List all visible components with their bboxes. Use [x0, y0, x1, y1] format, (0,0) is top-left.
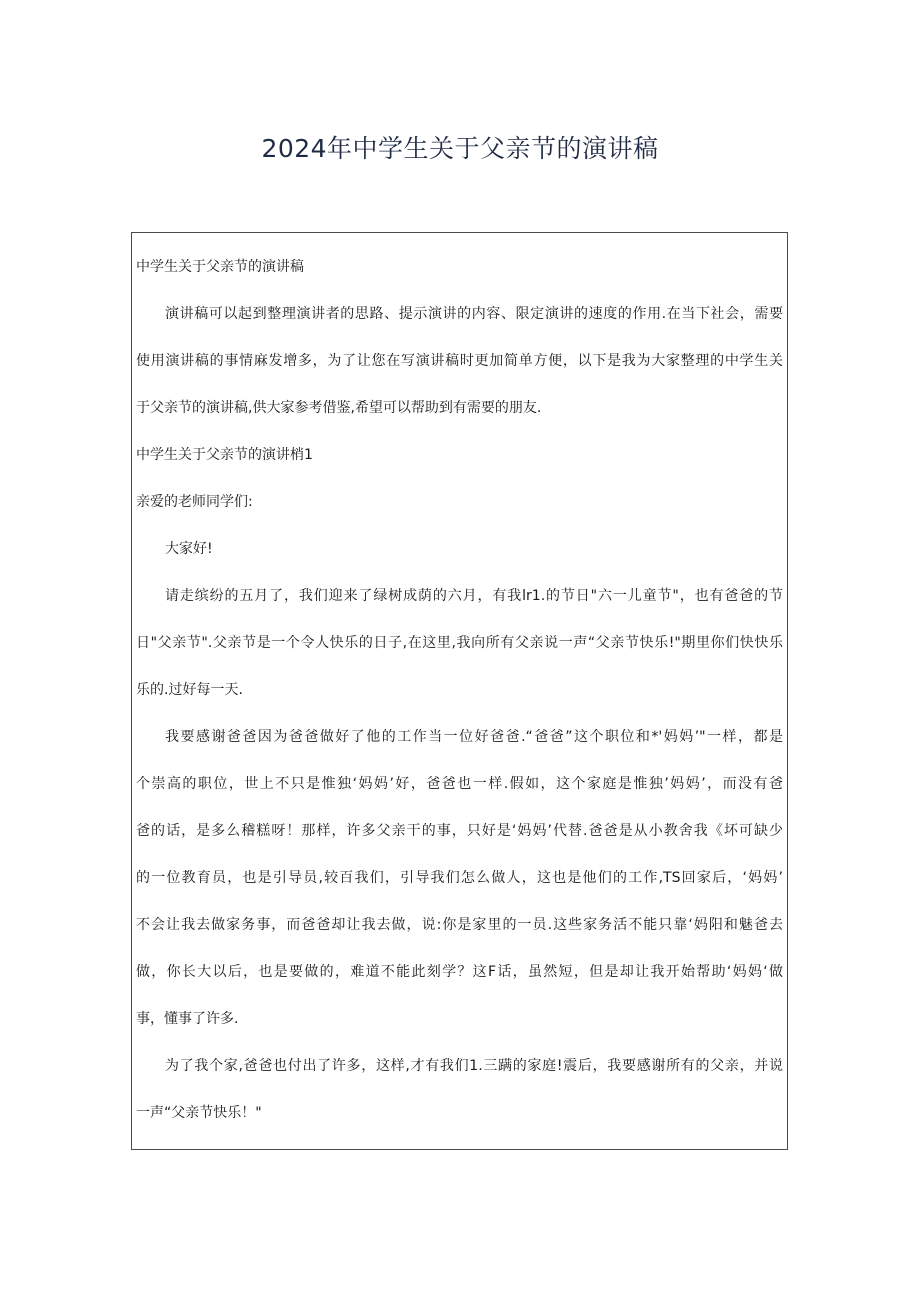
para1-line: 乐的.过好每一天. [136, 682, 243, 698]
salutation: 亲爱的老师同学们: [136, 494, 253, 510]
content-heading: 中学生关于父亲节的演讲稿 [136, 259, 304, 275]
para2-line: 个崇高的职位，世上不只是惟独‘妈妈’好，爸爸也一样.假如，这个家庭是惟独’妈妈’，而没有爸 [136, 776, 783, 792]
para1-line: 请走缤纷的五月了，我们迎来了绿树成荫的六月，有我lr1.的节日"六一儿童节"，也有爸爸的节 [165, 588, 783, 604]
para2-line: 做，你长大以后，也是要做的，难道不能此刻学？这F话，虽然短，但是却让我开始帮助‘妈妈‘做 [136, 964, 783, 980]
para2-line: 的一位教育员，也是引导员,较百我们，引导我们怎么做人，这也是他们的工作,TS回家后，‘妈妈’ [136, 870, 783, 886]
para1-line: 日"父亲节".父亲节是一个令人快乐的日子,在这里,我向所有父亲说一声“父亲节快乐!"期里你们快快乐 [136, 635, 783, 651]
intro-line: 使用演讲稿的事情麻发增多，为了让您在写演讲稿时更加简单方便，以下是我为大家整理的中学生关 [136, 353, 783, 369]
intro-line: 演讲稿可以起到整理演讲者的思路、提示演讲的内容、限定演讲的速度的作用.在当下社会，需要 [165, 306, 783, 322]
document-title: 2024年中学生关于父亲节的演讲稿 [261, 134, 659, 163]
para3-line: 一声“父亲节快乐！" [136, 1105, 262, 1121]
greeting: 大家好! [165, 541, 213, 557]
para2-line: 事，懂事了许多. [136, 1011, 239, 1027]
para3-line: 为了我个家,爸爸也付出了许多，这样,才有我们1.三蹒的家庭!震后，我要感谢所有的父亲，并说 [165, 1058, 783, 1074]
para2-line: 我要感谢爸爸因为爸爸做好了他的工作当一位好爸爸.“爸爸”这个职位和*'妈妈’"一样，都是 [165, 729, 783, 745]
para2-line: 不会让我去做家务事，而爸爸却让我去做，说:你是家里的一员.这些家务活不能只靠‘妈阳和魅爸去 [136, 917, 783, 933]
content-box [131, 232, 788, 1150]
section-title: 中学生关于父亲节的演讲梢1 [136, 447, 313, 463]
para2-line: 爸的话，是多么稽糕呀！那样，许多父亲干的事，只好是‘妈妈’代替.爸爸是从小教舍我《坏可缺少 [136, 823, 783, 839]
intro-line: 于父亲节的演讲稿,供大家参考借鉴,希望可以帮助到有需要的朋友. [136, 400, 542, 416]
